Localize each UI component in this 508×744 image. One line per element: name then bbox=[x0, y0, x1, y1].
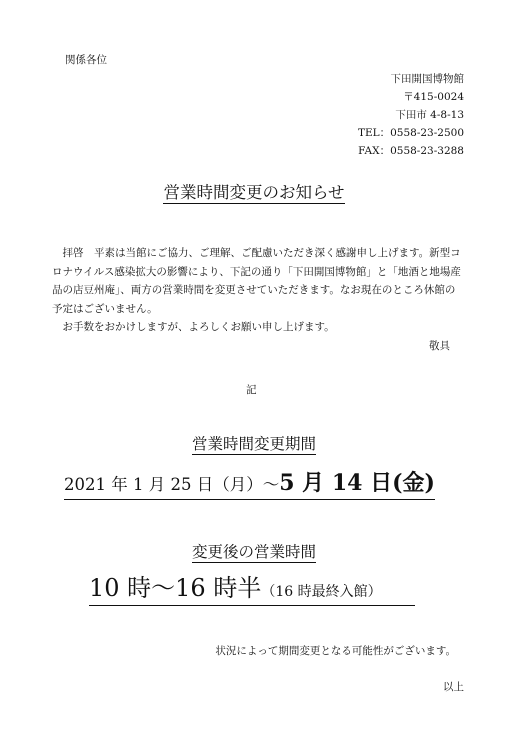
hours-time: 10 時～16 時半 bbox=[89, 574, 262, 602]
sender-address: 下田市 4-8-13 bbox=[395, 109, 464, 121]
period-end: 5 月 14 日(金) bbox=[279, 470, 435, 496]
addressee: 関係各位 bbox=[65, 54, 107, 66]
hours-heading-wrap bbox=[0, 540, 508, 562]
period-heading-wrap bbox=[0, 432, 508, 454]
sender-fax: FAX：0558-23-3288 bbox=[358, 145, 464, 157]
ending-ijou: 以上 bbox=[443, 681, 464, 693]
ki-marker: 記 bbox=[246, 384, 257, 396]
document-title-wrap bbox=[0, 179, 508, 203]
sender-postal: 〒415-0024 bbox=[403, 91, 464, 103]
period-dates bbox=[64, 466, 435, 500]
hours-heading: 変更後の営業時間 bbox=[191, 543, 316, 561]
notice: 状況によって期間変更となる可能性がございます。 bbox=[215, 645, 456, 657]
sender-org: 下田開国博物館 bbox=[390, 73, 464, 85]
body-text bbox=[52, 244, 464, 355]
hours-line bbox=[89, 568, 415, 606]
body-paragraph-1: 拝啓 平素は当館にご協力、ご理解、ご配慮いただき深く感謝申し上げます。新型コロナウイルス感染拡大の影響により、下記の通り「下田開国博物館」と「地酒と地場産品の店豆州庵」、両方の営業時間を変更させていただきます。なお現在のところ休館の予定はございません。 bbox=[52, 247, 461, 315]
period-start: 2021 年 1 月 25 日（月）～ bbox=[64, 475, 280, 494]
body-paragraph-2: お手数をおかけしますが、よろしくお願い申し上げます。 bbox=[52, 321, 335, 333]
document-title: 営業時間変更のお知らせ bbox=[163, 183, 345, 202]
closing-keigu: 敬具 bbox=[429, 339, 450, 352]
sender-block bbox=[358, 70, 464, 160]
sender-tel: TEL：0558-23-2500 bbox=[357, 127, 464, 139]
hours-note: （16 時最終入館） bbox=[261, 584, 382, 600]
period-heading: 営業時間変更期間 bbox=[191, 435, 316, 453]
